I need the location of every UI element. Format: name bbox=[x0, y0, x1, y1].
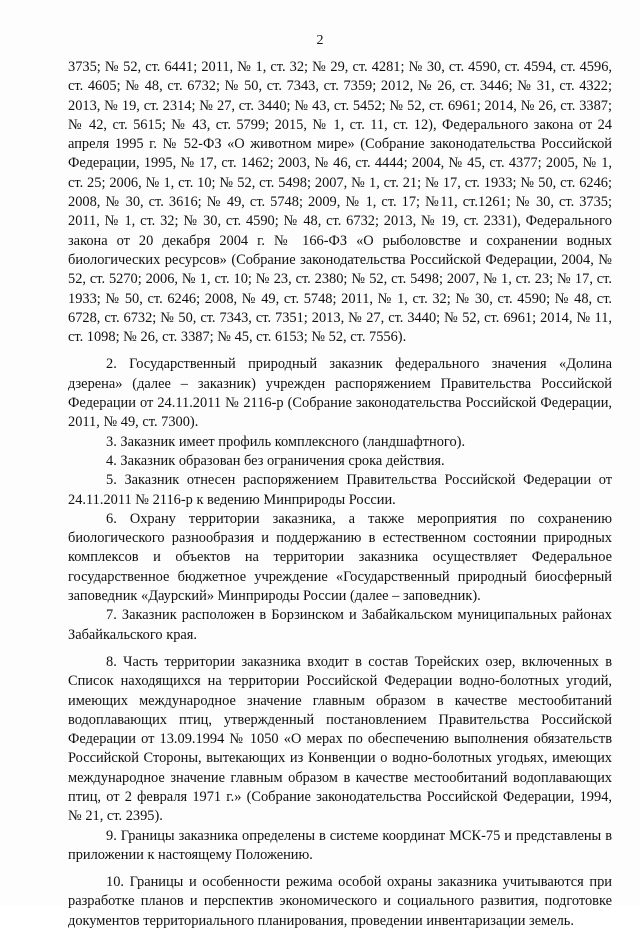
paragraph-2: 2. Государственный природный заказник федерального значения «Долина дзерена» (далее – заказник) учрежден распоряжением Правительства Российской Федерации от 24.11.2011 № 2116-р (Собрание законодательства Российской Федерации, 2011, № 49, ст. 7300). bbox=[68, 356, 612, 431]
paragraph-1-continuation: 3735; № 52, ст. 6441; 2011, № 1, ст. 32; № 29, ст. 4281; № 30, ст. 4590, ст. 4594, ст. 4596, ст. 4605; № 48, ст. 6732; № 50, ст. 7343, ст. 7359; 2012, № 26, ст. 3446; № 31, ст. 4322; 2013, № 19, ст. 2314; № 27, ст. 3440; № 43, ст. 5452; № 52, ст. 6961; 2014, № 26, ст. 3387; № 42, ст. 5615; № 43, ст. 5799; 2015, № 1, ст. 11, ст. 12), Федерального закона от 24 апреля 1995 г. № 52-ФЗ «О животном мире» (Собрание законодательства Российской Федерации, 1995, № 17, ст. 1462; 2003, № 46, ст. 4444; 2004, № 45, ст. 4377; 2005, № 1, ст. 25; 2006, № 1, ст. 10; № 52, ст. 5498; 2007, № 1, ст. 21; № 17, ст. 1933; № 50, ст. 6246; 2008, № 30, ст. 3616; № 49, ст. 5748; 2009, № 1, ст. 17; №11, ст.1261; № 30, ст. 3735; 2011, № 1, ст. 32; № 30, ст. 4590; № 48, ст. 6732; 2013, № 19, ст. 2331), Федерального закона от 20 декабря 2004 г. № 166-ФЗ «О рыболовстве и сохранении водных биологических ресурсов» (Собрание законодательства Российской Федерации, 2004, № 52, ст. 5270; 2006, № 1, ст. 10; № 23, ст. 2380; № 52, ст. 5498; 2007, № 1, ст. 23; № 17, ст. 1933; № 50, ст. 6246; 2008, № 49, ст. 5748; 2011, № 1, ст. 32; № 30, ст. 4590; № 48, ст. 6728, ст. 6732; № 50, ст. 7343, ст. 7351; 2013, № 27, ст. 3440; № 52, ст. 6961; 2014, № 11, ст. 1098; № 26, ст. 3387; № 45, ст. 6153; № 52, ст. 7556). bbox=[68, 59, 612, 346]
paragraph-6: 6. Охрану территории заказника, а также мероприятия по сохранению биологического разнообразия и поддержанию в естественном состоянии природных комплексов и объектов на территории заказника осуществляет Федеральное государственное бюджетное учреждение «Государственный природный биосферный заповедник «Даурский» Минприроды России (далее – заповедник). bbox=[68, 510, 612, 605]
paragraph-8: 8. Часть территории заказника входит в состав Торейских озер, включенных в Список находящихся на территории Российской Федерации водно-болотных угодий, имеющих международное значение главным образом в качестве местообитаний водоплавающих птиц, утвержденный постановлением Правительства Российской Федерации от 13.09.1994 № 1050 «О мерах по обеспечению выполнения обязательств Российской Стороны, вытекающих из Конвенции о водно-болотных угодьях, имеющих международное значение главным образом в качестве местообитаний водоплавающих птиц, от 2 февраля 1971 г.» (Собрание законодательства Российской Федерации, 1994, № 21, ст. 2395). bbox=[68, 653, 612, 825]
paragraph-4: 4. Заказник образован без ограничения срока действия. bbox=[106, 452, 445, 469]
paragraph-9: 9. Границы заказника определены в системе координат МСК-75 и представлены в приложении к настоящему Положению. bbox=[68, 827, 612, 863]
paragraph-7: 7. Заказник расположен в Борзинском и Забайкальском муниципальных районах Забайкальского края. bbox=[68, 607, 612, 643]
document-body bbox=[68, 58, 612, 931]
paragraph-3: 3. Заказник имеет профиль комплексного (ландшафтного). bbox=[106, 433, 466, 450]
paragraph-10: 10. Границы и особенности режима особой охраны заказника учитываются при разработке планов и перспектив экономического и социального развития, подготовке документов территориального планирования, проведении инвентаризации земель. bbox=[68, 874, 612, 929]
page-number: 2 bbox=[316, 33, 324, 48]
paragraph-5: 5. Заказник отнесен распоряжением Правительства Российской Федерации от 24.11.2011 № 2116-р к ведению Минприроды России. bbox=[68, 472, 612, 508]
